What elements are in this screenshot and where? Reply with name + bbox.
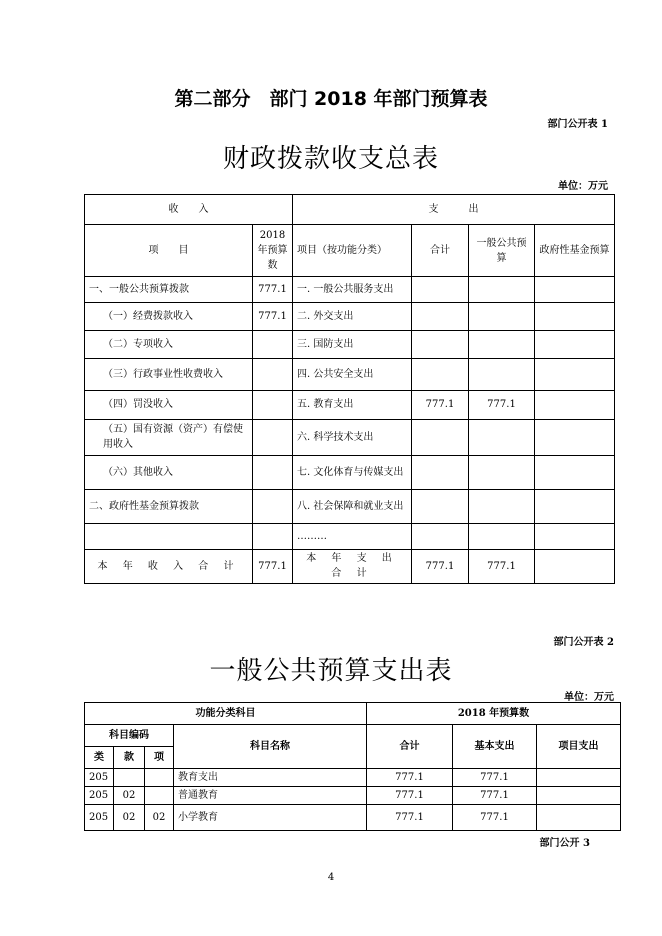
budget-cell [253, 489, 293, 523]
total-cell: 777.1 [367, 805, 453, 831]
expense-cell: 七. 文化体育与传媒支出 [293, 455, 412, 489]
col-basic: 基本支出 [453, 725, 537, 769]
total-cell [412, 331, 469, 359]
fund-cell [535, 455, 615, 489]
col-total: 合计 [412, 225, 469, 277]
expense-cell: 六. 科学技术支出 [293, 419, 412, 455]
table-row [85, 523, 615, 549]
func-header: 功能分类科目 [85, 703, 367, 725]
total-sum: 777.1 [412, 549, 469, 583]
col-kuan: 款 [114, 747, 145, 769]
general-cell [469, 489, 535, 523]
col-lei: 类 [85, 747, 114, 769]
fund-cell [535, 419, 615, 455]
table-row [85, 359, 615, 391]
fiscal-appropriation-table [84, 194, 615, 584]
part-title: 第二部分 部门 2018 年部门预算表 [174, 88, 488, 110]
table-header-row [85, 703, 621, 725]
table-row [85, 787, 621, 805]
general-cell [469, 523, 535, 549]
income-total-label: 本 年 收 入 合 计 [85, 549, 253, 583]
expense-cell: 八. 社会保障和就业支出 [293, 489, 412, 523]
income-cell: 一、一般公共预算拨款 [85, 277, 253, 303]
disclosure-label-3: 部门公开 3 [539, 838, 590, 849]
table-row [85, 303, 615, 331]
table-header-row [85, 195, 615, 225]
page-number: 4 [327, 872, 335, 883]
general-sum: 777.1 [469, 549, 535, 583]
expense-cell: 三. 国防支出 [293, 331, 412, 359]
total-cell: 777.1 [367, 769, 453, 787]
general-cell [469, 455, 535, 489]
expense-cell: ……… [293, 523, 412, 549]
fund-cell [535, 277, 615, 303]
project-cell [537, 769, 621, 787]
unit-label-1: 单位：万元 [558, 181, 608, 192]
kuan-cell: 02 [114, 787, 145, 805]
fund-cell [535, 489, 615, 523]
budget-cell: 777.1 [253, 303, 293, 331]
general-cell [469, 419, 535, 455]
table-title-1: 财政拨款收支总表 [222, 144, 439, 174]
general-cell: 777.1 [469, 391, 535, 419]
col-fund: 政府性基金预算 [535, 225, 615, 277]
income-header: 收 入 [85, 195, 293, 225]
general-cell [469, 303, 535, 331]
table-total-row [85, 549, 615, 583]
fund-sum [535, 549, 615, 583]
table-row [85, 805, 621, 831]
expense-cell: 五. 教育支出 [293, 391, 412, 419]
lei-cell: 205 [85, 805, 114, 831]
budget-cell [253, 359, 293, 391]
table-row [85, 391, 615, 419]
general-cell [469, 277, 535, 303]
budget-cell: 777.1 [253, 277, 293, 303]
name-cell: 普通教育 [174, 787, 367, 805]
col-item: 项 目 [85, 225, 253, 277]
col-name: 科目名称 [174, 725, 367, 769]
total-cell [412, 277, 469, 303]
fund-cell [535, 303, 615, 331]
total-cell: 777.1 [412, 391, 469, 419]
expense-cell: 一. 一般公共服务支出 [293, 277, 412, 303]
basic-cell: 777.1 [453, 769, 537, 787]
budget-cell [253, 331, 293, 359]
table-row [85, 489, 615, 523]
income-cell: （四）罚没收入 [85, 391, 253, 419]
total-cell: 777.1 [367, 787, 453, 805]
disclosure-label-1: 部门公开表 1 [547, 119, 608, 130]
table-row [85, 419, 615, 455]
column-header-row [85, 225, 615, 277]
xiang-cell [145, 787, 174, 805]
table-row [85, 277, 615, 303]
total-cell [412, 359, 469, 391]
budget-header: 2018 年预算数 [367, 703, 621, 725]
col-xiang: 项 [145, 747, 174, 769]
lei-cell: 205 [85, 769, 114, 787]
table-title-2: 一般公共预算支出表 [209, 656, 453, 686]
name-cell: 小学教育 [174, 805, 367, 831]
table-row [85, 331, 615, 359]
fund-cell [535, 359, 615, 391]
budget-cell [253, 455, 293, 489]
col-budget: 2018年预算数 [253, 225, 293, 277]
total-cell [412, 419, 469, 455]
expense-cell: 四. 公共安全支出 [293, 359, 412, 391]
code-header: 科目编码 [85, 725, 174, 747]
col-total: 合计 [367, 725, 453, 769]
col-func: 项目（按功能分类） [293, 225, 412, 277]
lei-cell: 205 [85, 787, 114, 805]
xiang-cell: 02 [145, 805, 174, 831]
budget-cell [253, 419, 293, 455]
income-cell: （三）行政事业性收费收入 [85, 359, 253, 391]
disclosure-label-2: 部门公开表 2 [553, 637, 614, 648]
budget-total: 777.1 [253, 549, 293, 583]
general-cell [469, 331, 535, 359]
project-cell [537, 805, 621, 831]
col-project: 项目支出 [537, 725, 621, 769]
total-cell [412, 523, 469, 549]
basic-cell: 777.1 [453, 805, 537, 831]
income-cell: （六）其他收入 [85, 455, 253, 489]
general-cell [469, 359, 535, 391]
fund-cell [535, 331, 615, 359]
total-cell [412, 303, 469, 331]
income-cell: （一）经费拨款收入 [85, 303, 253, 331]
budget-cell [253, 523, 293, 549]
unit-label-2: 单位：万元 [564, 692, 614, 703]
expense-header: 支 出 [293, 195, 615, 225]
col-general: 一般公共预算 [469, 225, 535, 277]
basic-cell: 777.1 [453, 787, 537, 805]
fund-cell [535, 523, 615, 549]
income-cell [85, 523, 253, 549]
budget-cell [253, 391, 293, 419]
income-cell: （五）国有资源（资产）有偿使用收入 [85, 419, 253, 455]
kuan-cell [114, 769, 145, 787]
income-cell: 二、政府性基金预算拨款 [85, 489, 253, 523]
project-cell [537, 787, 621, 805]
table-row [85, 769, 621, 787]
table-row [85, 455, 615, 489]
kuan-cell: 02 [114, 805, 145, 831]
income-cell: （二）专项收入 [85, 331, 253, 359]
expense-total-label: 本 年 支 出 合 计 [293, 549, 412, 583]
total-cell [412, 455, 469, 489]
column-header-row [85, 725, 621, 747]
total-cell [412, 489, 469, 523]
xiang-cell [145, 769, 174, 787]
fund-cell [535, 391, 615, 419]
name-cell: 教育支出 [174, 769, 367, 787]
expense-cell: 二. 外交支出 [293, 303, 412, 331]
general-budget-expense-table [84, 702, 621, 831]
